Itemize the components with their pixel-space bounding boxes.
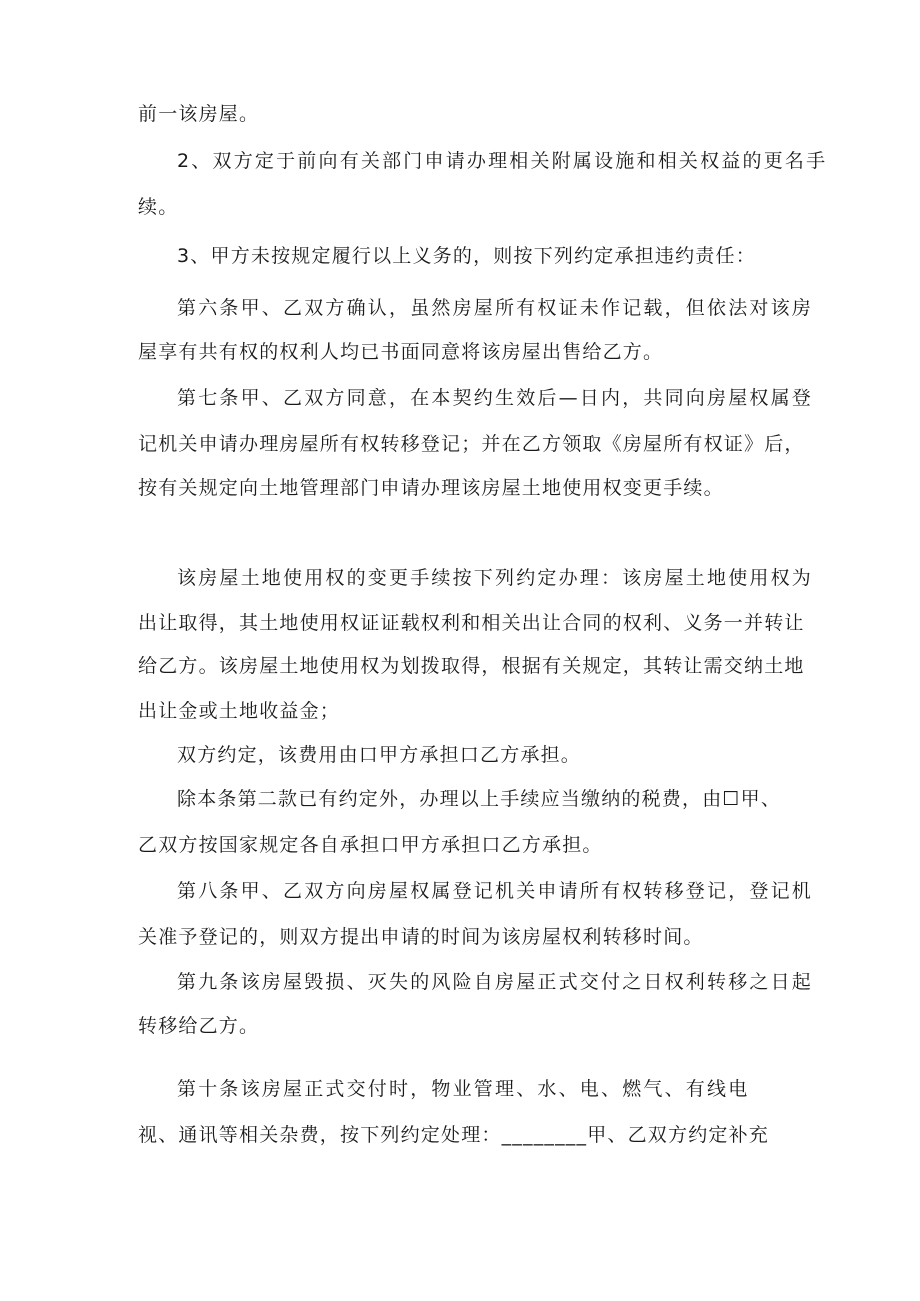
paragraph-9-line-2: 关准予登记的，则双方提出申请的时间为该房屋权利转移时间。 — [138, 926, 704, 948]
paragraph-7-line-1: 双方约定，该费用由口甲方承担口乙方承担。 — [177, 744, 582, 766]
paragraph-3-line-1: 3、甲方未按规定履行以上义务的，则按下列约定承担违约责任： — [177, 245, 756, 267]
paragraph-5-line-1: 第七条甲、乙双方同意，在本契约生效后—日内，共同向房屋权属登 — [177, 387, 814, 409]
paragraph-5-line-2: 记机关申请办理房屋所有权转移登记；并在乙方领取《房屋所有权证》后， — [138, 433, 805, 455]
paragraph-10-line-1: 第九条该房屋毁损、灭失的风险自房屋正式交付之日权利转移之日起 — [177, 971, 814, 993]
paragraph-4-line-1: 第六条甲、乙双方确认，虽然房屋所有权证未作记载，但依法对该房 — [177, 297, 814, 319]
paragraph-10-line-2: 转移给乙方。 — [138, 1015, 260, 1037]
paragraph-4-line-2: 屋享有共有权的权利人均已书面同意将该房屋出售给乙方。 — [138, 341, 664, 363]
paragraph-2-line-2: 续。 — [138, 196, 179, 218]
paragraph-6-line-1: 该房屋土地使用权的变更手续按下列约定办理：该房屋土地使用权为 — [177, 567, 814, 589]
paragraph-8-line-1: 除本条第二款已有约定外，办理以上手续应当缴纳的税费，由☐甲、 — [177, 788, 782, 810]
paragraph-6-line-3: 给乙方。该房屋土地使用权为划拨取得，根据有关规定，其转让需交纳土地 — [138, 655, 805, 677]
paragraph-1-line-1: 前一该房屋。 — [138, 103, 260, 125]
paragraph-5-line-3: 按有关规定向土地管理部门申请办理该房屋土地使用权变更手续。 — [138, 477, 724, 499]
paragraph-6-line-2: 出让取得，其土地使用权证证载权利和相关出让合同的权利、义务一并转让 — [138, 612, 805, 634]
paragraph-11-line-2: 视、通讯等相关杂费，按下列约定处理：________甲、乙双方约定补充 — [138, 1124, 770, 1146]
paragraph-11-line-1: 第十条该房屋正式交付时，物业管理、水、电、燃气、有线电 — [177, 1078, 750, 1100]
paragraph-8-line-2: 乙双方按国家规定各自承担口甲方承担口乙方承担。 — [138, 834, 603, 856]
paragraph-9-line-1: 第八条甲、乙双方向房屋权属登记机关申请所有权转移登记，登记机 — [177, 880, 814, 902]
paragraph-2-line-1: 2、双方定于前向有关部门申请办理相关附属设施和相关权益的更名手 — [177, 150, 828, 172]
paragraph-6-line-4: 出让金或土地收益金； — [138, 700, 341, 722]
